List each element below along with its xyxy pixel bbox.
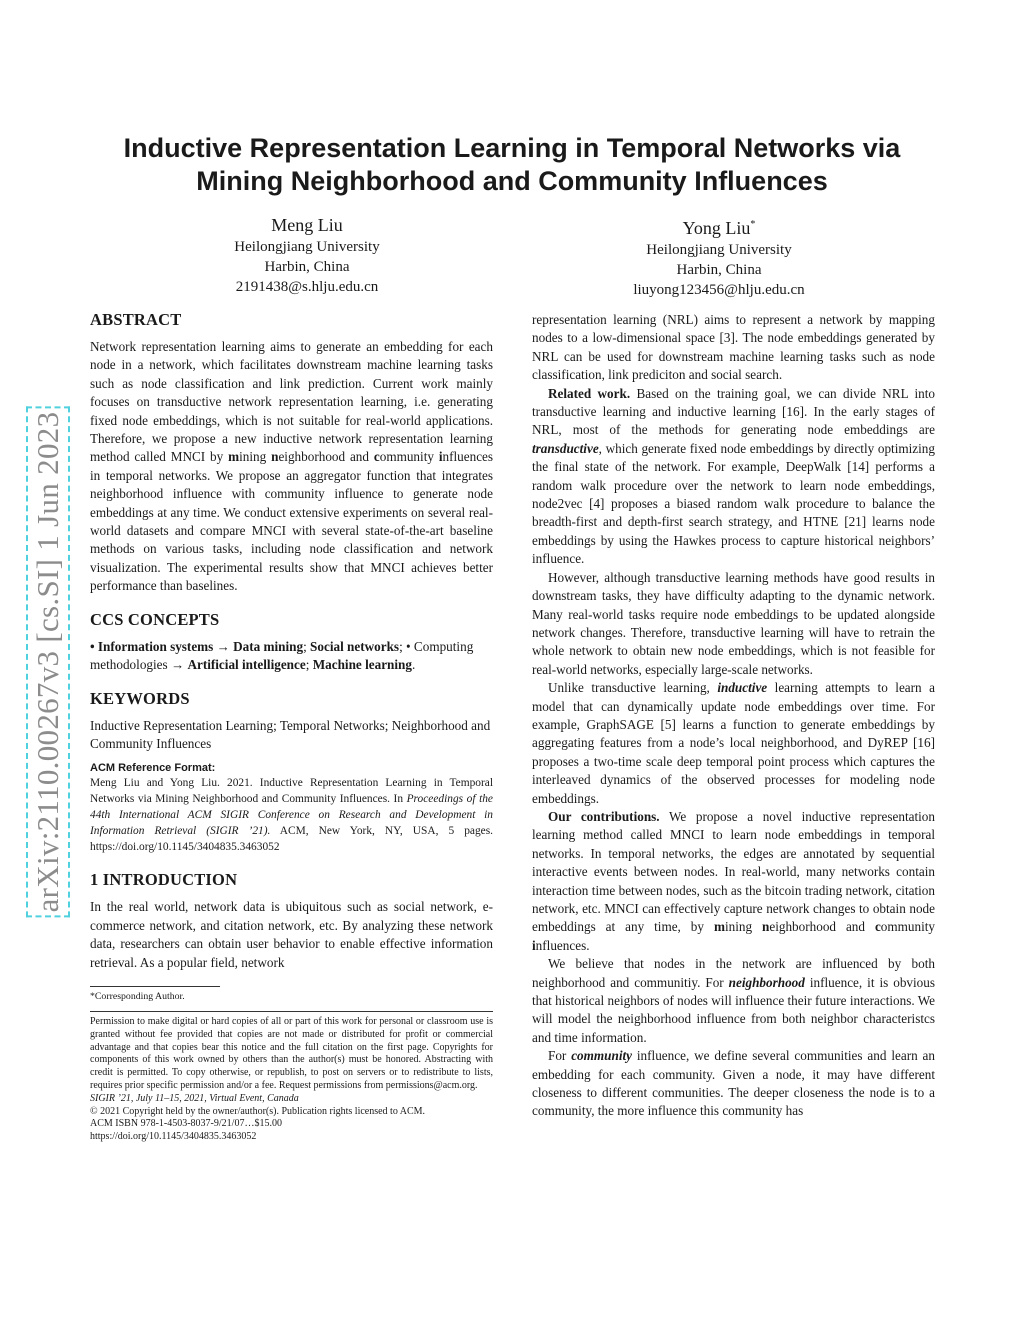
footnote: *Corresponding Author. [90,990,185,1002]
intro-paragraph: In the real world, network data is ubiquitous such as social network, e-commerce network, and citation network, etc. By analyzing these network data, researchers can obtain user behavior to enable effective information retrieval. As a popular field, network [90,899,493,970]
corresponding-mark: * [750,219,756,230]
author-name: Yong Liu [682,218,751,238]
copyright-line: © 2021 Copyright held by the owner/author(s). Publication rights licensed to ACM. [90,1105,426,1117]
permission-rule [90,1011,493,1012]
paper-title [90,132,934,198]
right-column [532,311,935,1121]
author-location: Harbin, China [676,262,762,278]
permission-block [90,1016,493,1144]
author-name: Meng Liu [271,215,343,235]
right-paragraph-3: However, although transductive learning methods have good results in downstream tasks, they have difficulty adapting to the dynamic network. Many real-world tasks require node embeddings to be updated alongside network changes. Therefore, transductive learning will have to retrain the whole network to obtain new node embeddings, which is not feasible for real-world networks, especially large-scale networks. [532,569,935,677]
permission-text: Permission to make digital or hard copies of all or part of this work for personal or classroom use is granted without fee provided that copies are not made or distributed for profit or commercial advantage and that copies bear this notice and the full citation on the first page. Copyrights for components of this work owned by others than the author(s) must be honored. Abstracting with credit is permitted. To copy otherwise, or republish, to post on servers or to redistribute to lists, requires prior specific permission and/or a fee. Request permissions from permissions@acm.org. [90,1015,493,1091]
ccs-concepts: • Information systems → Data mining; Social networks; • Computing methodologies → Artificial intelligence; Machine learning. [90,638,474,673]
acm-reference-text: Meng Liu and Yong Liu. 2021. Inductive Representation Learning in Temporal Networks via Mining Neighborhood and Community Influences. In Proceedings of the 44th International ACM SIGIR Conference on Research and Development in Information Retrieval (SIGIR ’21). ACM, New York, NY, USA, 5 pages. https://doi.org/10.1145/3404835.3463052 [90,777,494,853]
author-email[interactable]: liuyong123456@hlju.edu.cn [633,282,805,298]
author-affiliation: Heilongjiang University [234,239,380,255]
related-work-paragraph: Related work. Based on the training goal, we can divide NRL into transductive learning and inductive learning [16]. In the early stages of NRL, most of the methods for generating node embeddings are transductive, which generate fixed node embeddings by directly optimizing the final state of the network. For example, DeepWalk [14] performs a random walk procedure over the network to learn node embeddings, node2vec [4] proposes a biased random walk procedure to balance the breadth-first and depth-first search strategy, and HTNE [21] learns node embeddings by using the Hawkes process to capture historical neighbors’ influence. [532,385,935,567]
right-paragraph-6: We believe that nodes in the network are influenced by both neighborhood and communitiy. For neighborhood influence, it is obvious that historical neighbors of nodes will influence their future interactions. We will model the neighborhood influence from both neighbor characteristcs and time information. [532,956,935,1045]
author-affiliation: Heilongjiang University [646,242,792,258]
doi-link[interactable]: https://doi.org/10.1145/3404835.3463052 [90,1131,257,1143]
footnote-rule [90,986,220,987]
abstract-text: Network representation learning aims to generate an embedding for each node in a network, which facilitates downstream machine learning tasks such as node classification and link prediction. Current work mainly focuses on transductive network representation learning, i.e. generating fixed node embeddings, which is not suitable for real-world applications. Therefore, we propose a new inductive network representation learning method called MNCI by mining neighborhood and community influences in temporal networks. We propose an aggregator function that integrates neighborhood influence with community influence to generate node embeddings at any time. We conduct extensive experiments on several real-world datasets and compare MNCI with several state-of-the-art baseline methods on various tasks, including node classification and network visualization. The experimental results show that MNCI achieves better performance than baselines. [90,339,494,594]
keywords-text: Inductive Representation Learning; Temporal Networks; Neighborhood and Community Influences [90,717,491,751]
right-paragraph-7: For community influence, we define several communities and learn an embedding for each community. Given a node, it may have different closeness to different communities. The deeper closeness the node is to a community, the more influence this community has [532,1048,935,1119]
title-line-2: Mining Neighborhood and Community Influences [196,166,828,196]
title-line-1: Inductive Representation Learning in Temporal Networks via [123,133,901,163]
author-email[interactable]: 2191438@s.hlju.edu.cn [235,279,379,295]
intro-heading: 1 INTRODUCTION [90,870,238,890]
right-paragraph-1: representation learning (NRL) aims to represent a network by mapping nodes to a low-dimensional space [3]. The node embeddings generated by NRL can be used for downstream machine learning tasks such as node classification, link prediciton and social search. [532,312,935,383]
author-block-1 [157,213,457,297]
contributions-paragraph: Our contributions. We propose a novel inductive representation learning method called MNCI to learn node embeddings in temporal networks. In temporal networks, the edges are annotated by sequential interactive events between nodes. In real-world, many networks contain interaction time between nodes, such as the bitcoin trading network, citation network, etc. MNCI can effectively capture network changes to obtain node embeddings at any time, by mining neighborhood and community influences. [532,808,936,953]
ccs-heading: CCS CONCEPTS [90,609,220,629]
left-column [90,309,493,1144]
keywords-heading: KEYWORDS [90,688,190,708]
isbn-line: ACM ISBN 978-1-4503-8037-9/21/07…$15.00 [90,1118,282,1130]
arxiv-identifier[interactable]: arXiv:2110.00267v3 [cs.SI] 1 Jun 2023 [30,411,65,913]
author-location: Harbin, China [264,259,350,275]
acm-reference-heading: ACM Reference Format: [90,762,216,775]
abstract-heading: ABSTRACT [90,310,182,329]
right-paragraph-4: Unlike transductive learning, inductive learning attempts to learn a model that can dynamically update node embeddings over time. For example, GraphSAGE [5] learns a function to generate embeddings by aggregating features from a node’s local neighborhood, and DyREP [16] proposes a two-time scale deep temporal point process which captures the interleaved dynamics of the observed processes for modeling node embeddings. [532,680,935,806]
conference-venue: SIGIR ’21, July 11–15, 2021, Virtual Event, Canada [90,1092,299,1104]
author-block-2 [569,213,869,300]
